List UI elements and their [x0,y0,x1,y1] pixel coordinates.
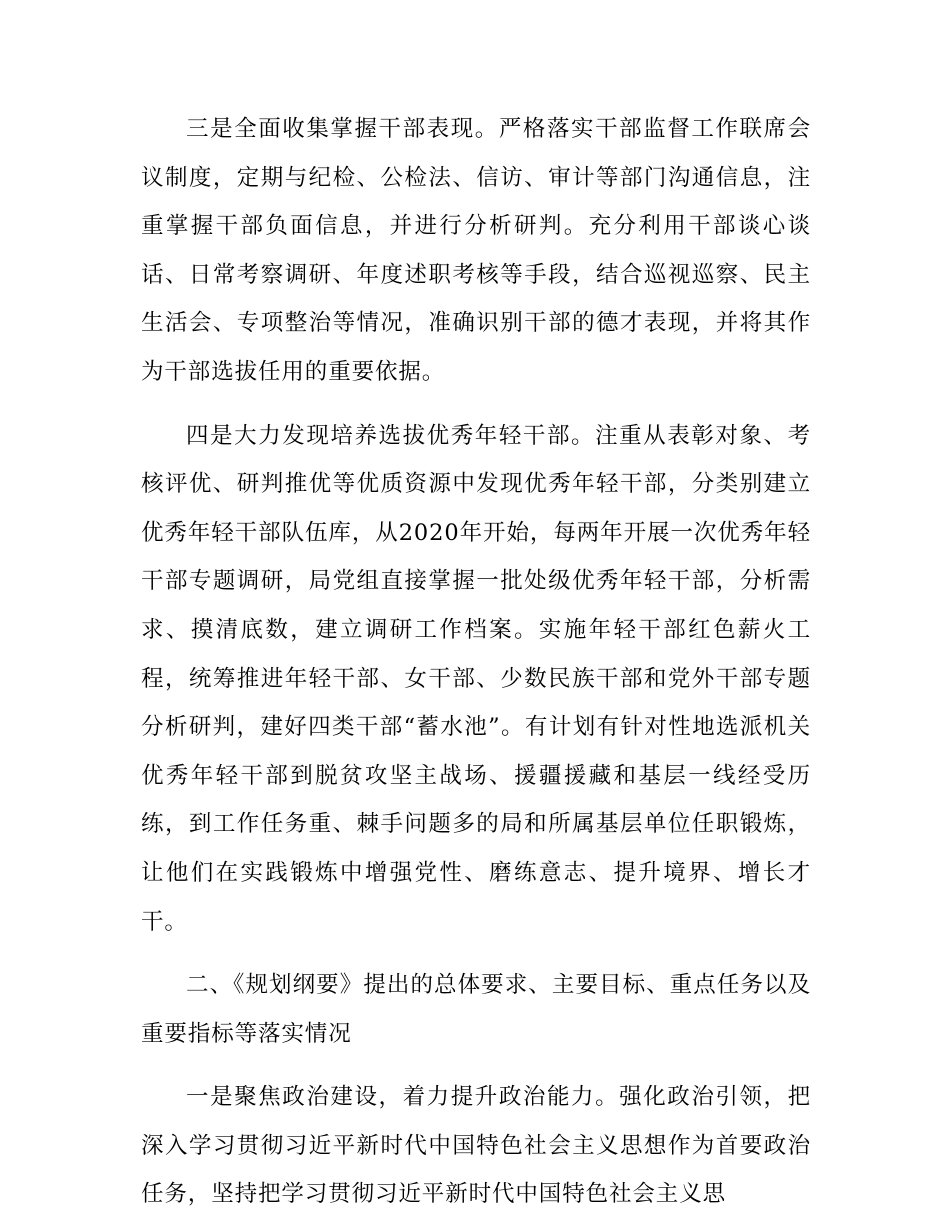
paragraph-young-cadres: 四是大力发现培养选拔优秀年轻干部。注重从表彰对象、考核评优、研判推优等优质资源中发现优秀年轻干部，分类别建立优秀年轻干部队伍库，从2020年开始，每两年开展一次优秀年轻干部专题调研，局党组直接掌握一批处级优秀年轻干部，分析需求、摸清底数，建立调研工作档案。实施年轻干部红色薪火工程，统筹推进年轻干部、女干部、少数民族干部和党外干部专题分析研判，建好四类干部“蓄水池”。有计划有针对性地选派机关优秀年轻干部到脱贫攻坚主战场、援疆援藏和基层一线经受历练，到工作任务重、棘手问题多的局和所属基层单位任职锻炼，让他们在实践锻炼中增强党性、磨练意志、提升境界、增长才干。 [141,422,811,935]
paragraph-political-building: 一是聚焦政治建设，着力提升政治能力。强化政治引领，把深入学习贯彻习近平新时代中国特色社会主义思想作为首要政治任务，坚持把学习贯彻习近平新时代中国特色社会主义思 [141,1084,811,1208]
section-heading-plan-outline: 二、《规划纲要》提出的总体要求、主要目标、重点任务以及重要指标等落实情况 [141,972,811,1047]
paragraph-cadre-performance: 三是全面收集掌握干部表现。严格落实干部监督工作联席会议制度，定期与纪检、公检法、信访、审计等部门沟通信息，注重掌握干部负面信息，并进行分析研判。充分利用干部谈心谈话、日常考察调研、年度述职考核等手段，结合巡视巡察、民主生活会、专项整治等情况，准确识别干部的德才表现，并将其作为干部选拔任用的重要依据。 [141,116,811,385]
document-body [141,105,811,1219]
